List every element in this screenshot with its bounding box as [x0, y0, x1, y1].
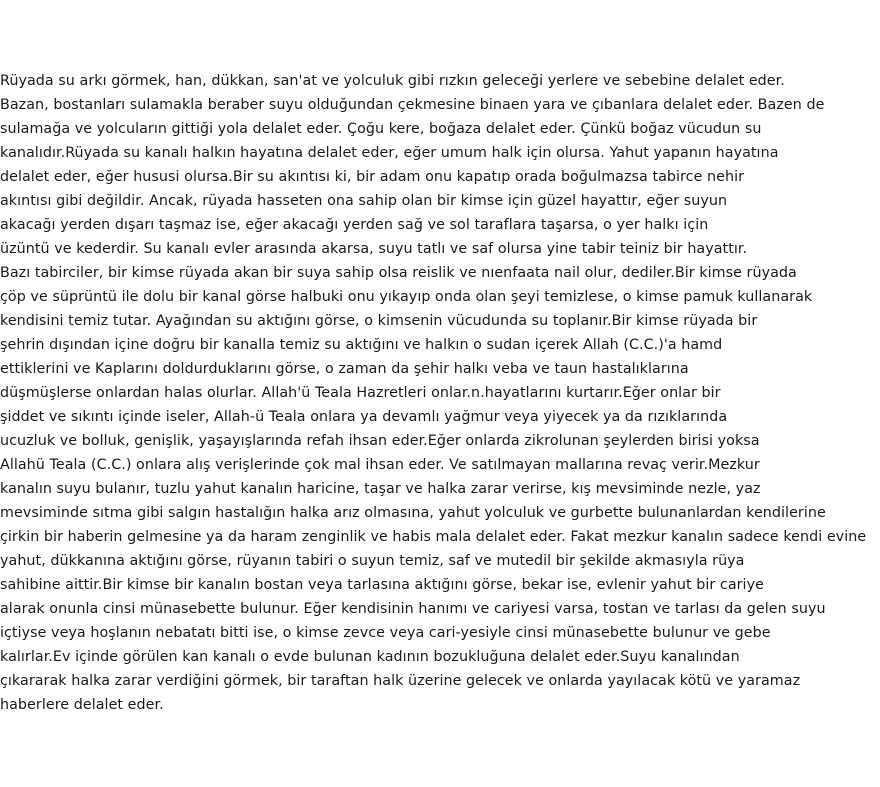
- text-line: çöp ve süprüntü ile dolu bir kanal görse halbuki onu yıkayıp onda olan şeyi temizlese, o kimse pamuk kullanarak: [0, 289, 813, 305]
- text-line: düşmüşlerse onlardan halas olurlar. Allah'ü Teala Hazretleri onlar.n.hayatlarını kurtarır.Eğer onlar bir: [0, 385, 721, 401]
- text-line: sahibine aittir.Bir kimse bir kanalın bostan veya tarlasına aktığını görse, bekar ise, evlenir yahut bir cariye: [0, 577, 764, 593]
- text-line: içtiyse veya hoşlanın nebatatı bitti ise, o kimse zevce veya cari-yesiyle cinsi münasebette bulunur ve gebe: [0, 625, 771, 641]
- text-line: mevsiminde sıtma gibi salgın hastalığın halka arız olmasına, yahut yolculuk ve gurbette bulunanlardan kendilerine: [0, 505, 826, 521]
- text-line: yahut, dükkanına aktığını görse, rüyanın tabiri o suyun temiz, saf ve mutedil bir şekilde akmasıyla rüya: [0, 553, 745, 569]
- text-line: haberlere delalet eder.: [0, 697, 164, 713]
- text-line: Allahü Teala (C.C.) onlara alış verişlerinde çok mal ihsan eder. Ve satılmayan mallarına revaç verir.Mezkur: [0, 457, 760, 473]
- text-line: şehrin dışından içine doğru bir kanalla temiz su aktığını ve halkın o sudan içerek Allah (C.C.)'a hamd: [0, 337, 723, 353]
- text-line: kanalıdır.Rüyada su kanalı halkın hayatına delalet eder, eğer umum halk için olursa. Yahut yapanın hayatına: [0, 145, 779, 161]
- text-line: kalırlar.Ev içinde görülen kan kanalı o evde bulunan kadının bozukluğuna delalet eder.Suyu kanalından: [0, 649, 740, 665]
- document-body: [0, 69, 880, 717]
- text-line: üzüntü ve kederdir. Su kanalı evler arasında akarsa, suyu tatlı ve saf olursa yine tabir teiniz bir hayattır.: [0, 241, 748, 257]
- text-line: kanalın suyu bulanır, tuzlu yahut kanalın haricine, taşar ve halka zarar verirse, kış mevsiminde nezle, yaz: [0, 481, 761, 497]
- text-line: delalet eder, eğer hususi olursa.Bir su akıntısı ki, bir adam onu kapatıp orada boğulmazsa tabirce nehir: [0, 169, 745, 185]
- text-line: şiddet ve sıkıntı içinde iseler, Allah-ü Teala onlara ya devamlı yağmur veya yiyecek ya da rızıklarında: [0, 409, 728, 425]
- text-line: çirkin bir haberin gelmesine ya da haram zenginlik ve habis mala delalet eder. Fakat mezkur kanalın sadece kendi evine: [0, 529, 867, 545]
- text-line: çıkararak halka zarar verdiğini görmek, bir taraftan halk üzerine gelecek ve onlarda yayılacak kötü ve yaramaz: [0, 673, 801, 689]
- text-line: Rüyada su arkı görmek, han, dükkan, san'at ve yolculuk gibi rızkın geleceği yerlere ve sebebine delalet eder.: [0, 73, 785, 89]
- text-line: akıntısı gibi değildir. Ancak, rüyada hasseten ona sahip olan bir kimse için güzel hayattır, eğer suyun: [0, 193, 728, 209]
- text-line: akacağı yerden dışarı taşmaz ise, eğer akacağı yerden sağ ve sol taraflara taşarsa, o yer halkı için: [0, 217, 709, 233]
- text-line: sulamağa ve yolcuların gittiği yola delalet eder. Çoğu kere, boğaza delalet eder. Çünkü boğaz vücudun su: [0, 121, 762, 137]
- text-line: ucuzluk ve bolluk, genişlik, yaşayışlarında refah ihsan eder.Eğer onlarda zikrolunan şeylerden birisi yoksa: [0, 433, 760, 449]
- text-line: Bazı tabirciler, bir kimse rüyada akan bir suya sahip olsa reislik ve nıenfaata nail olur, dediler.Bir kimse rüyada: [0, 265, 797, 281]
- text-line: alarak onunla cinsi münasebette bulunur. Eğer kendisinin hanımı ve cariyesi varsa, tostan ve tarlası da gelen suyu: [0, 601, 826, 617]
- text-line: Bazan, bostanları sulamakla beraber suyu olduğundan çekmesine binaen yara ve çıbanlara delalet eder. Bazen de: [0, 97, 825, 113]
- text-line: kendisini temiz tutar. Ayağından su aktığını görse, o kimsenin vücudunda su toplanır.Bir kimse rüyada bir: [0, 313, 758, 329]
- text-line: ettiklerini ve Kaplarını doldurduklarını görse, o zaman da şehir halkı veba ve taun hastalıklarına: [0, 361, 689, 377]
